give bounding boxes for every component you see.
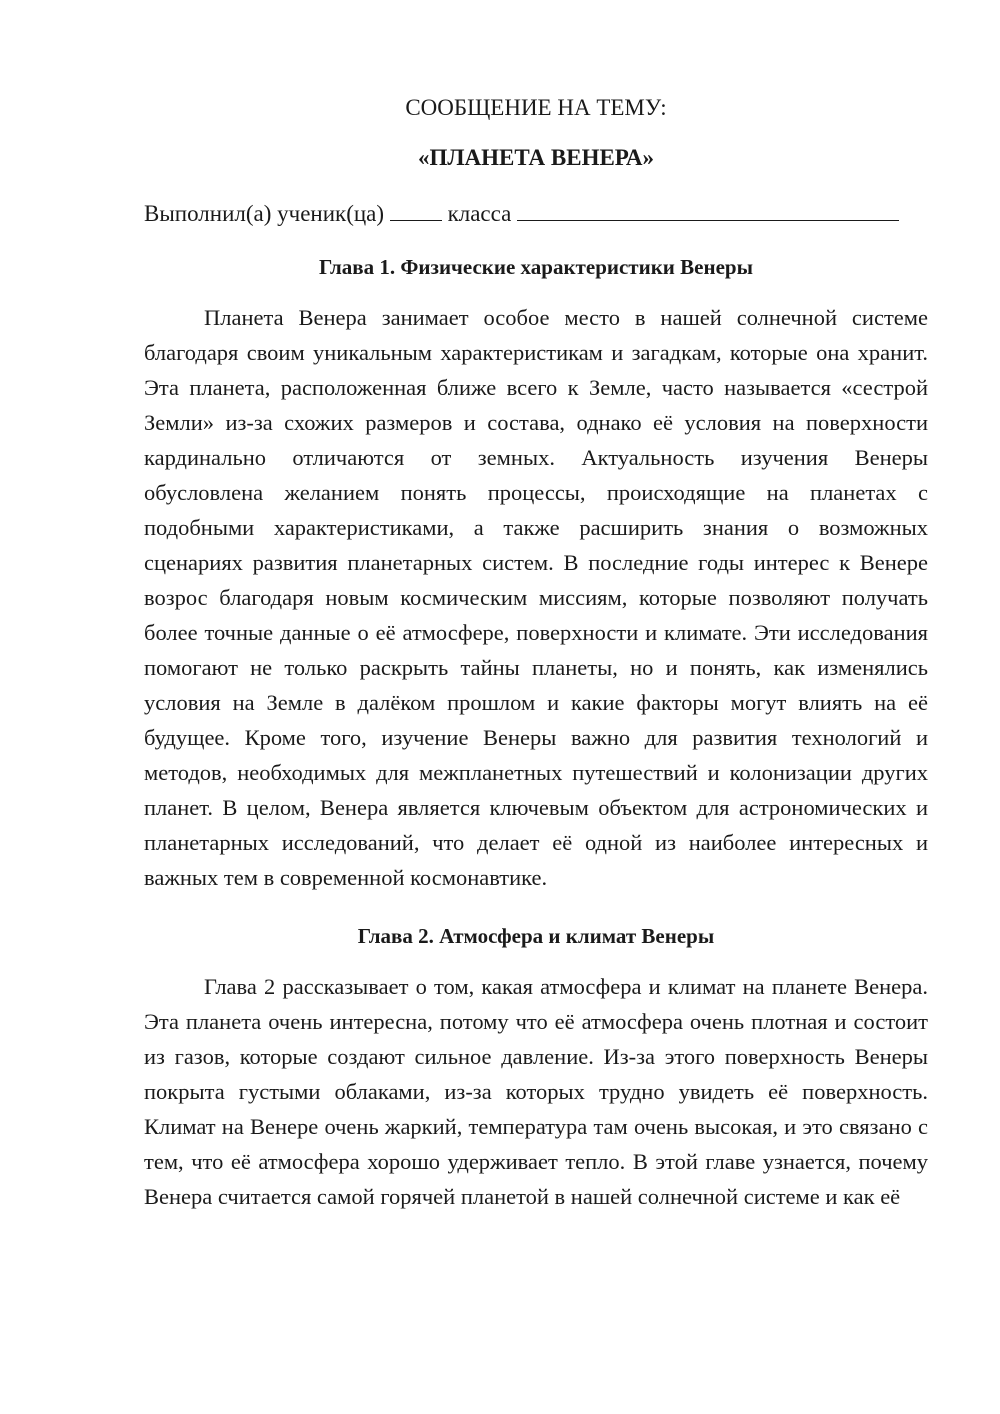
chapter-2-heading: Глава 2. Атмосфера и климат Венеры: [357, 924, 715, 948]
class-name-blank: [517, 200, 899, 221]
title-line-2: «ПЛАНЕТА ВЕНЕРА»: [417, 145, 655, 170]
title-line-1: СООБЩЕНИЕ НА ТЕМУ:: [405, 95, 667, 120]
chapter-1-paragraph: Планета Венера занимает особое место в нашей солнечной системе благодаря своим уникальным характеристикам и загадкам, которые она хранит. Эта планета, расположенная ближе всего к Земле, часто называется «сестрой Земли» из-за схожих размеров и состава, однако её условия на поверхности кардинально отличаются от земных. Актуальность изучения Венеры обусловлена желанием понять процессы, происходящие на планетах с подобными характеристиками, а также расширить знания о возможных сценариях развития планетарных систем. В последние годы интерес к Венере возрос благодаря новым космическим миссиям, которые позволяют получать более точные данные о её атмосфере, поверхности и климате. Эти исследования помогают не только раскрыть тайны планеты, но и понять, как изменялись условия на Земле в далёком прошлом и какие факторы могут влиять на её будущее. Кроме того, изучение Венеры важно для развития технологий и методов, необходимых для межпланетных путешествий и колонизации других планет. В целом, Венера является ключевым объектом для астрономических и планетарных исследований, что делает её одной из наиболее интересных и важных тем в современной космонавтике.: [144, 305, 928, 890]
student-line: [144, 198, 928, 230]
chapter-2-paragraph: Глава 2 рассказывает о том, какая атмосфера и климат на планете Венера. Эта планета очень интересна, потому что её атмосфера очень плотная и состоит из газов, которые создают сильное давление. Из-за этого поверхность Венеры покрыта густыми облаками, из-за которых трудно увидеть её поверхность. Климат на Венере очень жаркий, температура там очень высокая, и это связано с тем, что её атмосфера хорошо удерживает тепло. В этой главе узнается, почему Венера считается самой горячей планетой в нашей солнечной системе и как её: [144, 974, 928, 1209]
chapter-1-heading: Глава 1. Физические характеристики Венеры: [319, 255, 753, 279]
class-word: класса: [447, 201, 512, 226]
class-number-blank: [390, 200, 442, 221]
student-prefix: Выполнил(а) ученик(ца): [144, 201, 385, 226]
document-page: [144, 92, 928, 1214]
